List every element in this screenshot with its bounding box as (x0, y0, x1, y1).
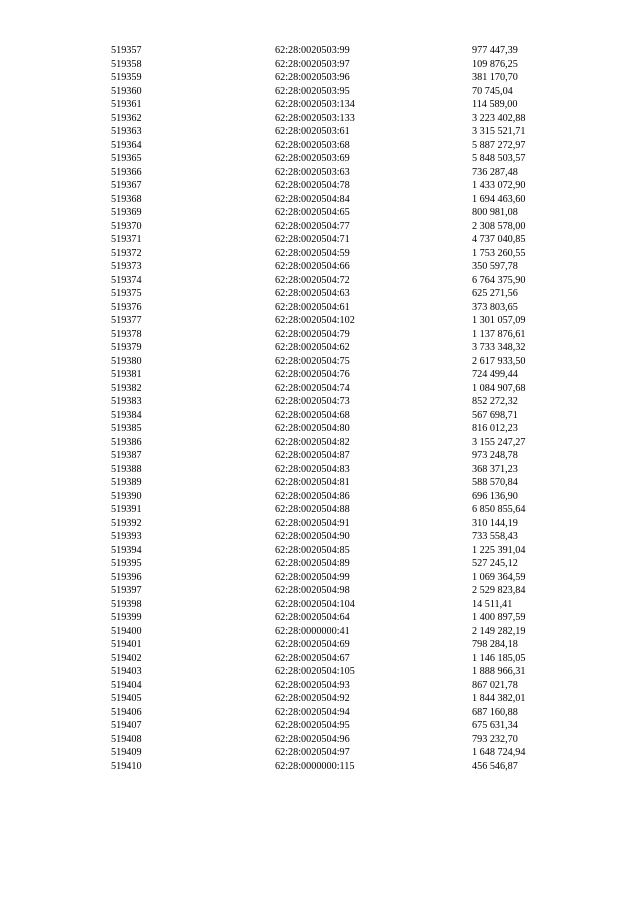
cadastral-number: 62:28:0020503:68 (275, 139, 350, 151)
row-number: 519404 (111, 679, 142, 691)
cadastral-value: 381 170,70 (472, 72, 518, 83)
cadastral-number: 62:28:0000000:41 (275, 625, 350, 637)
row-number: 519392 (111, 517, 142, 529)
cadastral-number: 62:28:0020504:73 (275, 396, 350, 407)
cadastral-number: 62:28:0020504:77 (275, 220, 350, 232)
cadastral-value: 3 155 247,27 (472, 436, 526, 448)
table-row (108, 638, 588, 652)
table-row (108, 679, 588, 693)
cadastral-value: 2 617 933,50 (472, 355, 526, 367)
cadastral-number: 62:28:0020504:84 (275, 193, 350, 205)
row-number: 519395 (111, 558, 142, 569)
cadastral-number: 62:28:0020504:91 (275, 517, 350, 529)
cadastral-number: 62:28:0020504:104 (275, 598, 355, 610)
cadastral-number: 62:28:0020504:88 (275, 504, 350, 515)
row-number: 519390 (111, 490, 142, 502)
table-row (108, 206, 588, 220)
table-row (108, 112, 588, 126)
row-number: 519391 (111, 504, 142, 515)
cadastral-number: 62:28:0020504:68 (275, 409, 350, 421)
row-number: 519407 (111, 720, 142, 731)
row-number: 519381 (111, 369, 142, 380)
row-number: 519383 (111, 396, 142, 407)
cadastral-number: 62:28:0020504:82 (275, 436, 350, 448)
row-number: 519360 (111, 85, 142, 97)
cadastral-number: 62:28:0020504:85 (275, 544, 350, 556)
cadastral-value: 1 400 897,59 (472, 612, 526, 623)
cadastral-value: 1 648 724,94 (472, 747, 526, 758)
cadastral-number: 62:28:0020504:78 (275, 180, 350, 191)
table-row (108, 71, 588, 85)
cadastral-value: 3 223 402,88 (472, 112, 526, 124)
cadastral-number: 62:28:0020503:133 (275, 112, 355, 124)
cadastral-value: 800 981,08 (472, 207, 518, 218)
table-row (108, 44, 588, 58)
cadastral-value: 368 371,23 (472, 463, 518, 475)
cadastral-number: 62:28:0020504:62 (275, 342, 350, 353)
table-row (108, 166, 588, 180)
row-number: 519386 (111, 436, 142, 448)
row-number: 519359 (111, 72, 142, 83)
cadastral-number: 62:28:0020504:94 (275, 706, 350, 718)
cadastral-number: 62:28:0020504:97 (275, 747, 350, 758)
cadastral-number: 62:28:0020504:79 (275, 328, 350, 340)
cadastral-value: 456 546,87 (472, 760, 518, 772)
table-row (108, 233, 588, 247)
row-number: 519374 (111, 274, 142, 286)
table-row (108, 625, 588, 639)
cadastral-number: 62:28:0020504:64 (275, 612, 350, 623)
cadastral-number: 62:28:0020504:102 (275, 315, 355, 326)
table-row (108, 422, 588, 436)
table-row (108, 544, 588, 558)
cadastral-number: 62:28:0020504:76 (275, 369, 350, 380)
cadastral-number: 62:28:0020504:95 (275, 720, 350, 731)
cadastral-number: 62:28:0020504:81 (275, 477, 350, 488)
table-row (108, 152, 588, 166)
row-number: 519358 (111, 58, 142, 70)
row-number: 519380 (111, 355, 142, 367)
cadastral-value: 310 144,19 (472, 517, 518, 529)
cadastral-value: 793 232,70 (472, 733, 518, 745)
row-number: 519398 (111, 598, 142, 610)
table-row (108, 760, 588, 774)
row-number: 519378 (111, 328, 142, 340)
row-number: 519400 (111, 625, 142, 637)
table-row (108, 260, 588, 274)
cadastral-value: 816 012,23 (472, 423, 518, 434)
cadastral-value: 3 315 521,71 (472, 126, 526, 137)
table-row (108, 706, 588, 720)
cadastral-number: 62:28:0020503:63 (275, 166, 350, 178)
cadastral-value: 4 737 040,85 (472, 234, 526, 245)
table-row (108, 449, 588, 463)
cadastral-number: 62:28:0020503:95 (275, 85, 350, 97)
row-number: 519408 (111, 733, 142, 745)
cadastral-value: 567 698,71 (472, 409, 518, 421)
table-row (108, 382, 588, 396)
table-row (108, 733, 588, 747)
row-number: 519382 (111, 382, 142, 394)
table-row (108, 85, 588, 99)
cadastral-value: 588 570,84 (472, 477, 518, 488)
cadastral-value: 625 271,56 (472, 288, 518, 299)
row-number: 519388 (111, 463, 142, 475)
table-row (108, 220, 588, 234)
table-row (108, 368, 588, 382)
cadastral-value: 114 589,00 (472, 99, 518, 110)
row-number: 519409 (111, 747, 142, 758)
cadastral-number: 62:28:0020504:63 (275, 288, 350, 299)
row-number: 519403 (111, 666, 142, 677)
row-number: 519385 (111, 423, 142, 434)
table-row (108, 665, 588, 679)
cadastral-value: 6 850 855,64 (472, 504, 526, 515)
cadastral-value: 1 225 391,04 (472, 544, 526, 556)
cadastral-number: 62:28:0020504:59 (275, 247, 350, 259)
table-row (108, 463, 588, 477)
cadastral-value: 1 433 072,90 (472, 180, 526, 191)
row-number: 519361 (111, 99, 142, 110)
cadastral-value: 527 245,12 (472, 558, 518, 569)
table-row (108, 517, 588, 531)
row-number: 519362 (111, 112, 142, 124)
table-row (108, 719, 588, 733)
table-row (108, 530, 588, 544)
row-number: 519384 (111, 409, 142, 421)
row-number: 519406 (111, 706, 142, 718)
table-row (108, 341, 588, 355)
row-number: 519373 (111, 261, 142, 272)
row-number: 519396 (111, 571, 142, 583)
cadastral-value: 867 021,78 (472, 679, 518, 691)
cadastral-value: 1 753 260,55 (472, 247, 526, 259)
row-number: 519376 (111, 301, 142, 313)
cadastral-value: 1 084 907,68 (472, 382, 526, 394)
table-row (108, 274, 588, 288)
cadastral-value: 1 301 057,09 (472, 315, 526, 326)
row-number: 519369 (111, 207, 142, 218)
cadastral-value: 1 146 185,05 (472, 652, 526, 664)
row-number: 519367 (111, 180, 142, 191)
table-row (108, 557, 588, 571)
cadastral-value: 736 287,48 (472, 166, 518, 178)
row-number: 519371 (111, 234, 142, 245)
cadastral-value: 724 499,44 (472, 369, 518, 380)
row-number: 519366 (111, 166, 142, 178)
cadastral-value: 973 248,78 (472, 450, 518, 461)
cadastral-number: 62:28:0020504:65 (275, 207, 350, 218)
table-row (108, 328, 588, 342)
row-number: 519365 (111, 153, 142, 164)
row-number: 519364 (111, 139, 142, 151)
row-number: 519389 (111, 477, 142, 488)
cadastral-number: 62:28:0020503:69 (275, 153, 350, 164)
cadastral-number: 62:28:0020504:72 (275, 274, 350, 286)
cadastral-number: 62:28:0020504:83 (275, 463, 350, 475)
cadastral-number: 62:28:0020504:75 (275, 355, 350, 367)
cadastral-value: 70 745,04 (472, 85, 513, 97)
cadastral-value: 5 848 503,57 (472, 153, 526, 164)
cadastral-number: 62:28:0020503:97 (275, 58, 350, 70)
table-row (108, 193, 588, 207)
row-number: 519375 (111, 288, 142, 299)
table-row (108, 395, 588, 409)
data-table (108, 44, 588, 773)
row-number: 519397 (111, 585, 142, 596)
cadastral-value: 109 876,25 (472, 58, 518, 70)
cadastral-number: 62:28:0020504:80 (275, 423, 350, 434)
cadastral-value: 5 887 272,97 (472, 139, 526, 151)
table-row (108, 301, 588, 315)
cadastral-value: 733 558,43 (472, 531, 518, 542)
row-number: 519402 (111, 652, 142, 664)
cadastral-value: 687 160,88 (472, 706, 518, 718)
cadastral-value: 852 272,32 (472, 396, 518, 407)
row-number: 519379 (111, 342, 142, 353)
cadastral-number: 62:28:0020504:89 (275, 558, 350, 569)
table-row (108, 125, 588, 139)
cadastral-number: 62:28:0020504:69 (275, 639, 350, 650)
cadastral-number: 62:28:0020504:98 (275, 585, 350, 596)
cadastral-number: 62:28:0020504:96 (275, 733, 350, 745)
cadastral-number: 62:28:0020504:90 (275, 531, 350, 542)
table-row (108, 584, 588, 598)
cadastral-number: 62:28:0020503:96 (275, 72, 350, 83)
cadastral-number: 62:28:0020504:61 (275, 301, 350, 313)
cadastral-number: 62:28:0020504:87 (275, 450, 350, 461)
table-row (108, 598, 588, 612)
table-row (108, 571, 588, 585)
cadastral-number: 62:28:0020503:99 (275, 45, 350, 56)
row-number: 519394 (111, 544, 142, 556)
cadastral-value: 2 149 282,19 (472, 625, 526, 637)
cadastral-value: 798 284,18 (472, 639, 518, 650)
cadastral-value: 1 844 382,01 (472, 693, 526, 704)
row-number: 519372 (111, 247, 142, 259)
table-row (108, 746, 588, 760)
row-number: 519387 (111, 450, 142, 461)
row-number: 519393 (111, 531, 142, 542)
table-row (108, 409, 588, 423)
cadastral-value: 1 888 966,31 (472, 666, 526, 677)
row-number: 519399 (111, 612, 142, 623)
row-number: 519363 (111, 126, 142, 137)
table-row (108, 476, 588, 490)
cadastral-number: 62:28:0020504:93 (275, 679, 350, 691)
table-row (108, 179, 588, 193)
table-row (108, 652, 588, 666)
table-row (108, 692, 588, 706)
table-row (108, 355, 588, 369)
row-number: 519401 (111, 639, 142, 650)
cadastral-value: 1 069 364,59 (472, 571, 526, 583)
row-number: 519368 (111, 193, 142, 205)
table-row (108, 503, 588, 517)
table-row (108, 58, 588, 72)
table-row (108, 139, 588, 153)
row-number: 519377 (111, 315, 142, 326)
table-row (108, 611, 588, 625)
cadastral-value: 2 308 578,00 (472, 220, 526, 232)
cadastral-number: 62:28:0000000:115 (275, 760, 355, 772)
row-number: 519410 (111, 760, 142, 772)
cadastral-value: 2 529 823,84 (472, 585, 526, 596)
cadastral-value: 3 733 348,32 (472, 342, 526, 353)
cadastral-value: 6 764 375,90 (472, 274, 526, 286)
table-row (108, 314, 588, 328)
cadastral-number: 62:28:0020504:71 (275, 234, 350, 245)
cadastral-value: 696 136,90 (472, 490, 518, 502)
cadastral-value: 1 694 463,60 (472, 193, 526, 205)
cadastral-number: 62:28:0020504:67 (275, 652, 350, 664)
table-row (108, 436, 588, 450)
cadastral-number: 62:28:0020504:99 (275, 571, 350, 583)
cadastral-number: 62:28:0020504:105 (275, 666, 355, 677)
cadastral-number: 62:28:0020504:74 (275, 382, 350, 394)
cadastral-number: 62:28:0020503:134 (275, 99, 355, 110)
cadastral-number: 62:28:0020504:86 (275, 490, 350, 502)
table-row (108, 247, 588, 261)
cadastral-value: 14 511,41 (472, 598, 513, 610)
cadastral-value: 373 803,65 (472, 301, 518, 313)
cadastral-value: 350 597,78 (472, 261, 518, 272)
row-number: 519370 (111, 220, 142, 232)
row-number: 519405 (111, 693, 142, 704)
table-row (108, 98, 588, 112)
table-row (108, 490, 588, 504)
cadastral-value: 1 137 876,61 (472, 328, 526, 340)
cadastral-value: 675 631,34 (472, 720, 518, 731)
table-row (108, 287, 588, 301)
cadastral-number: 62:28:0020504:92 (275, 693, 350, 704)
cadastral-number: 62:28:0020504:66 (275, 261, 350, 272)
cadastral-number: 62:28:0020503:61 (275, 126, 350, 137)
cadastral-value: 977 447,39 (472, 45, 518, 56)
row-number: 519357 (111, 45, 142, 56)
